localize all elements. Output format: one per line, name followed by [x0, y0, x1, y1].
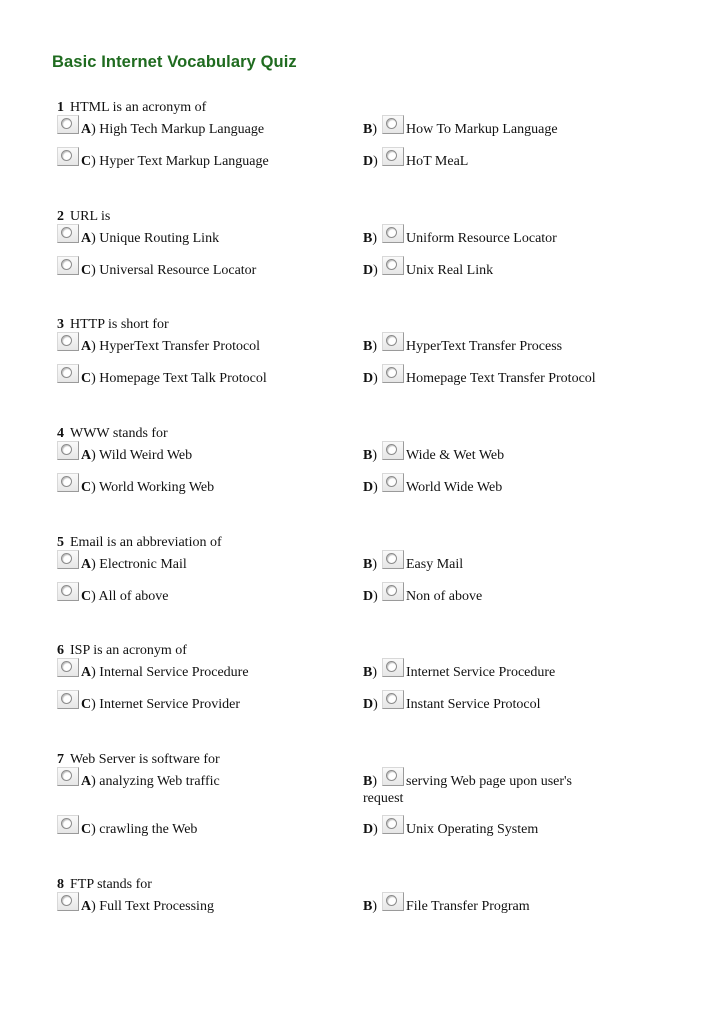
- radio-circle-icon: [61, 367, 72, 378]
- question-prompt: ISP is an acronym of: [70, 643, 187, 658]
- option-d-label: Non of above: [406, 589, 483, 604]
- option-b-letter: B): [363, 339, 378, 354]
- radio-circle-icon: [386, 335, 397, 346]
- option-c-label: C) Internet Service Provider: [81, 697, 241, 712]
- option-d-letter: D): [363, 371, 378, 386]
- option-d-letter: D): [363, 589, 378, 604]
- option-b-label: Wide & Wet Web: [406, 448, 505, 463]
- radio-circle-icon: [386, 895, 397, 906]
- option-a: [57, 339, 347, 359]
- option-d-label: HoT MeaL: [406, 154, 469, 169]
- radio-option-d[interactable]: [382, 582, 404, 601]
- option-c: [57, 154, 347, 174]
- radio-option-d[interactable]: [382, 364, 404, 383]
- radio-circle-icon: [61, 476, 72, 487]
- option-c-label: C) Homepage Text Talk Protocol: [81, 371, 267, 386]
- radio-option-c[interactable]: [57, 364, 79, 383]
- option-d: [363, 697, 693, 717]
- radio-option-a[interactable]: [57, 550, 79, 569]
- option-c: [57, 822, 347, 842]
- radio-option-c[interactable]: [57, 473, 79, 492]
- question-number: 1: [57, 100, 64, 115]
- radio-circle-icon: [61, 585, 72, 596]
- option-b-letter: B): [363, 665, 378, 680]
- option-d: [363, 822, 693, 842]
- question-text: [57, 535, 222, 551]
- option-a-label: A) analyzing Web traffic: [81, 774, 220, 789]
- option-d-letter: D): [363, 154, 378, 169]
- radio-circle-icon: [61, 770, 72, 781]
- radio-circle-icon: [386, 770, 397, 781]
- question-number: 2: [57, 209, 64, 224]
- radio-circle-icon: [61, 818, 72, 829]
- question-text: [57, 643, 187, 659]
- option-b: [363, 231, 693, 251]
- option-d-label: Homepage Text Transfer Protocol: [406, 371, 596, 386]
- question-5: [57, 535, 697, 645]
- option-c-label: C) Universal Resource Locator: [81, 263, 257, 278]
- option-b-letter: B): [363, 122, 378, 137]
- radio-circle-icon: [386, 150, 397, 161]
- radio-option-b[interactable]: [382, 224, 404, 243]
- option-b: [363, 899, 693, 919]
- option-a: [57, 122, 347, 142]
- radio-option-b[interactable]: [382, 892, 404, 911]
- question-text: [57, 317, 169, 333]
- option-c-label: C) World Working Web: [81, 480, 215, 495]
- radio-option-c[interactable]: [57, 690, 79, 709]
- radio-option-d[interactable]: [382, 815, 404, 834]
- option-b-label: serving Web page upon user's: [406, 774, 572, 789]
- radio-circle-icon: [61, 661, 72, 672]
- option-b: [363, 774, 693, 806]
- option-b: [363, 557, 693, 577]
- radio-option-a[interactable]: [57, 332, 79, 351]
- question-6: [57, 643, 697, 753]
- option-d-label: Unix Operating System: [406, 822, 539, 837]
- radio-circle-icon: [386, 227, 397, 238]
- radio-option-a[interactable]: [57, 224, 79, 243]
- option-b-letter: B): [363, 899, 378, 914]
- option-c: [57, 263, 347, 283]
- radio-option-d[interactable]: [382, 690, 404, 709]
- option-d-letter: D): [363, 480, 378, 495]
- radio-option-b[interactable]: [382, 115, 404, 134]
- option-c-label: C) Hyper Text Markup Language: [81, 154, 269, 169]
- radio-circle-icon: [386, 476, 397, 487]
- question-prompt: Web Server is software for: [70, 752, 220, 767]
- question-text: [57, 209, 110, 225]
- question-number: 8: [57, 877, 64, 892]
- radio-circle-icon: [61, 895, 72, 906]
- radio-option-a[interactable]: [57, 441, 79, 460]
- radio-circle-icon: [61, 444, 72, 455]
- option-d-label: World Wide Web: [406, 480, 503, 495]
- radio-circle-icon: [61, 118, 72, 129]
- radio-option-a[interactable]: [57, 892, 79, 911]
- question-7: [57, 752, 697, 862]
- option-c: [57, 480, 347, 500]
- radio-option-c[interactable]: [57, 815, 79, 834]
- radio-option-b[interactable]: [382, 550, 404, 569]
- option-a-label: A) Unique Routing Link: [81, 231, 220, 246]
- question-number: 5: [57, 535, 64, 550]
- option-b-label: How To Markup Language: [406, 122, 558, 137]
- radio-circle-icon: [61, 335, 72, 346]
- option-b: [363, 122, 693, 142]
- question-text: [57, 426, 168, 442]
- radio-circle-icon: [61, 553, 72, 564]
- radio-option-c[interactable]: [57, 582, 79, 601]
- radio-circle-icon: [61, 693, 72, 704]
- radio-circle-icon: [386, 259, 397, 270]
- radio-option-b[interactable]: [382, 658, 404, 677]
- option-a: [57, 774, 347, 794]
- option-b-label: Uniform Resource Locator: [406, 231, 557, 246]
- question-3: [57, 317, 697, 427]
- option-a-label: A) Full Text Processing: [81, 899, 214, 914]
- question-number: 7: [57, 752, 64, 767]
- option-a: [57, 231, 347, 251]
- option-b: [363, 665, 693, 685]
- question-prompt: HTML is an acronym of: [70, 100, 207, 115]
- option-a-label: A) Internal Service Procedure: [81, 665, 249, 680]
- question-text: [57, 752, 220, 768]
- radio-circle-icon: [386, 585, 397, 596]
- radio-circle-icon: [386, 693, 397, 704]
- radio-option-d[interactable]: [382, 256, 404, 275]
- radio-circle-icon: [386, 118, 397, 129]
- option-d-letter: D): [363, 697, 378, 712]
- option-b-label: File Transfer Program: [406, 899, 530, 914]
- option-d-letter: D): [363, 263, 378, 278]
- radio-option-a[interactable]: [57, 767, 79, 786]
- option-b-label: Internet Service Procedure: [406, 665, 556, 680]
- option-b: [363, 448, 693, 468]
- option-a: [57, 665, 347, 685]
- option-a-label: A) HyperText Transfer Protocol: [81, 339, 261, 354]
- radio-circle-icon: [386, 661, 397, 672]
- radio-circle-icon: [386, 818, 397, 829]
- option-d: [363, 480, 693, 500]
- question-text: [57, 877, 152, 893]
- option-d: [363, 154, 693, 174]
- option-c: [57, 371, 347, 391]
- radio-circle-icon: [61, 259, 72, 270]
- option-d: [363, 371, 693, 391]
- quiz-title: Basic Internet Vocabulary Quiz: [52, 53, 297, 71]
- question-number: 4: [57, 426, 64, 441]
- option-b-letter: B): [363, 774, 378, 789]
- radio-circle-icon: [61, 150, 72, 161]
- option-a-label: A) Electronic Mail: [81, 557, 187, 572]
- radio-option-c[interactable]: [57, 147, 79, 166]
- option-c-label: C) crawling the Web: [81, 822, 198, 837]
- question-prompt: HTTP is short for: [70, 317, 169, 332]
- option-b-label: Easy Mail: [406, 557, 464, 572]
- radio-circle-icon: [386, 553, 397, 564]
- option-b-letter: B): [363, 448, 378, 463]
- question-prompt: URL is: [70, 209, 111, 224]
- option-a-label: A) High Tech Markup Language: [81, 122, 265, 137]
- option-a-label: A) Wild Weird Web: [81, 448, 193, 463]
- option-c-label: C) All of above: [81, 589, 169, 604]
- option-c: [57, 589, 347, 609]
- option-c: [57, 697, 347, 717]
- option-b-label-continued: request: [363, 791, 404, 806]
- radio-option-d[interactable]: [382, 473, 404, 492]
- radio-circle-icon: [386, 367, 397, 378]
- option-b-label: HyperText Transfer Process: [406, 339, 563, 354]
- radio-option-d[interactable]: [382, 147, 404, 166]
- radio-option-b[interactable]: [382, 767, 404, 786]
- option-d-label: Instant Service Protocol: [406, 697, 541, 712]
- radio-option-c[interactable]: [57, 256, 79, 275]
- question-text: [57, 100, 206, 116]
- option-d-letter: D): [363, 822, 378, 837]
- question-8: [57, 877, 697, 937]
- option-a: [57, 557, 347, 577]
- radio-circle-icon: [61, 227, 72, 238]
- radio-option-b[interactable]: [382, 441, 404, 460]
- question-prompt: WWW stands for: [70, 426, 168, 441]
- radio-option-b[interactable]: [382, 332, 404, 351]
- radio-option-a[interactable]: [57, 658, 79, 677]
- option-a: [57, 448, 347, 468]
- radio-circle-icon: [386, 444, 397, 455]
- question-2: [57, 209, 697, 319]
- question-prompt: FTP stands for: [70, 877, 152, 892]
- option-b-letter: B): [363, 557, 378, 572]
- radio-option-a[interactable]: [57, 115, 79, 134]
- option-b: [363, 339, 693, 359]
- option-d: [363, 263, 693, 283]
- question-4: [57, 426, 697, 536]
- question-prompt: Email is an abbreviation of: [70, 535, 222, 550]
- question-number: 6: [57, 643, 64, 658]
- question-1: [57, 100, 697, 210]
- option-b-letter: B): [363, 231, 378, 246]
- option-d-label: Unix Real Link: [406, 263, 494, 278]
- option-d: [363, 589, 693, 609]
- question-number: 3: [57, 317, 64, 332]
- option-a: [57, 899, 347, 919]
